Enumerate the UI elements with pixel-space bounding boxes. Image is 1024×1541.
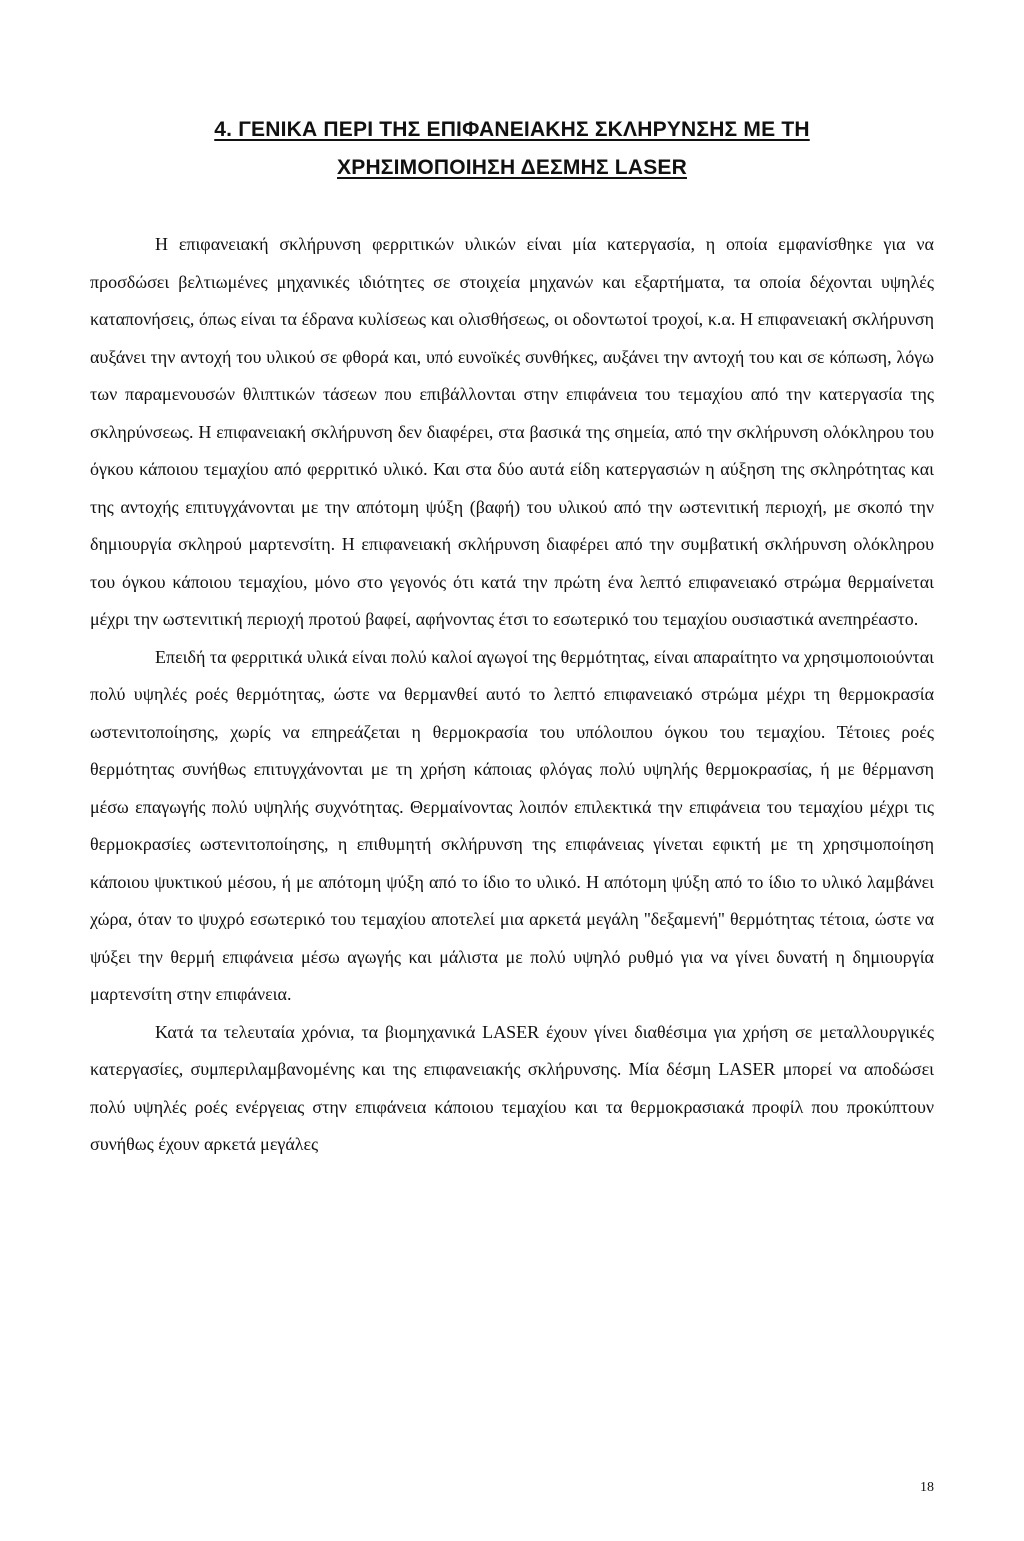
body-text <box>90 226 934 1164</box>
section-heading-line-2: ΧΡΗΣΙΜΟΠΟΙΗΣΗ ΔΕΣΜΗΣ LASER <box>337 156 687 179</box>
page-number: 18 <box>920 1480 934 1495</box>
paragraph-3: Κατά τα τελευταία χρόνια, τα βιομηχανικά LASER έχουν γίνει διαθέσιμα για χρήση σε μεταλλουργικές κατεργασίες, συμπεριλαμβανομένης και της επιφανειακής σκλήρυνσης. Μία δέσμη LASER μπορεί να αποδώσει πολύ υψηλές ροές ενέργειας στην επιφάνεια κάποιου τεμαχίου και τα θερμοκρασιακά προφίλ που προκύπτουν συνήθως έχουν αρκετά μεγάλες <box>90 1021 934 1154</box>
section-heading-line-1: 4. ΓΕΝΙΚΑ ΠΕΡΙ ΤΗΣ ΕΠΙΦΑΝΕΙΑΚΗΣ ΣΚΛΗΡΥΝΣΗΣ ΜΕ ΤΗ <box>214 118 810 141</box>
paragraph-1: Η επιφανειακή σκλήρυνση φερριτικών υλικών είναι μία κατεργασία, η οποία εμφανίσθηκε για να προσδώσει βελτιωμένες μηχανικές ιδιότητες σε στοιχεία μηχανών και εξαρτήματα, τα οποία δέχονται υψηλές καταπονήσεις, όπως είναι τα έδρανα κυλίσεως και ολισθήσεως, οι οδοντωτοί τροχοί, κ.α. Η επιφανειακή σκλήρυνση αυξάνει την αντοχή του υλικού σε φθορά και, υπό ευνοϊκές συνθήκες, αυξάνει την αντοχή του και σε κόπωση, λόγω των παραμενουσών θλιπτικών τάσεων που επιβάλλονται στην επιφάνεια του τεμαχίου από την κατεργασία της σκληρύνσεως. Η επιφανειακή σκλήρυνση δεν διαφέρει, στα βασικά της σημεία, από την σκλήρυνση ολόκληρου του όγκου κάποιου τεμαχίου από φερριτικό υλικό. Και στα δύο αυτά είδη κατεργασιών η αύξηση της σκληρότητας και της αντοχής επιτυγχάνονται με την απότομη ψύξη (βαφή) του υλικού από την ωστενιτική περιοχή, με σκοπό την δημιουργία σκληρού μαρτενσίτη. Η επιφανειακή σκλήρυνση διαφέρει από την συμβατική σκλήρυνση ολόκληρου του όγκου κάποιου τεμαχίου, μόνο στο γεγονός ότι κατά την πρώτη ένα λεπτό επιφανειακό στρώμα θερμαίνεται μέχρι την ωστενιτική περιοχή προτού βαφεί, αφήνοντας έτσι το εσωτερικό του τεμαχίου ουσιαστικά ανεπηρέαστο. <box>90 234 934 629</box>
paragraph-2: Επειδή τα φερριτικά υλικά είναι πολύ καλοί αγωγοί της θερμότητας, είναι απαραίτητο να χρησιμοποιούνται πολύ υψηλές ροές θερμότητας, ώστε να θερμανθεί αυτό το λεπτό επιφανειακό στρώμα μέχρι τη θερμοκρασία ωστενιτοποίησης, χωρίς να επηρεάζεται η θερμοκρασία του υπόλοιπου όγκου του τεμαχίου. Τέτοιες ροές θερμότητας συνήθως επιτυγχάνονται με τη χρήση κάποιας φλόγας πολύ υψηλής θερμοκρασίας, ή με θέρμανση μέσω επαγωγής πολύ υψηλής συχνότητας. Θερμαίνοντας λοιπόν επιλεκτικά την επιφάνεια του τεμαχίου μέχρι τις θερμοκρασίες ωστενιτοποίησης, η επιθυμητή σκλήρυνση της επιφάνειας γίνεται εφικτή με τη χρησιμοποίηση κάποιου ψυκτικού μέσου, ή με απότομη ψύξη από το ίδιο το υλικό. Η απότομη ψύξη από το ίδιο το υλικό λαμβάνει χώρα, όταν το ψυχρό εσωτερικό του τεμαχίου αποτελεί μια αρκετά μεγάλη ''δεξαμενή'' θερμότητας τέτοια, ώστε να ψύξει την θερμή επιφάνεια μέσω αγωγής και μάλιστα με πολύ υψηλό ρυθμό για να γίνει δυνατή η δημιουργία μαρτενσίτη στην επιφάνεια. <box>90 646 934 1004</box>
